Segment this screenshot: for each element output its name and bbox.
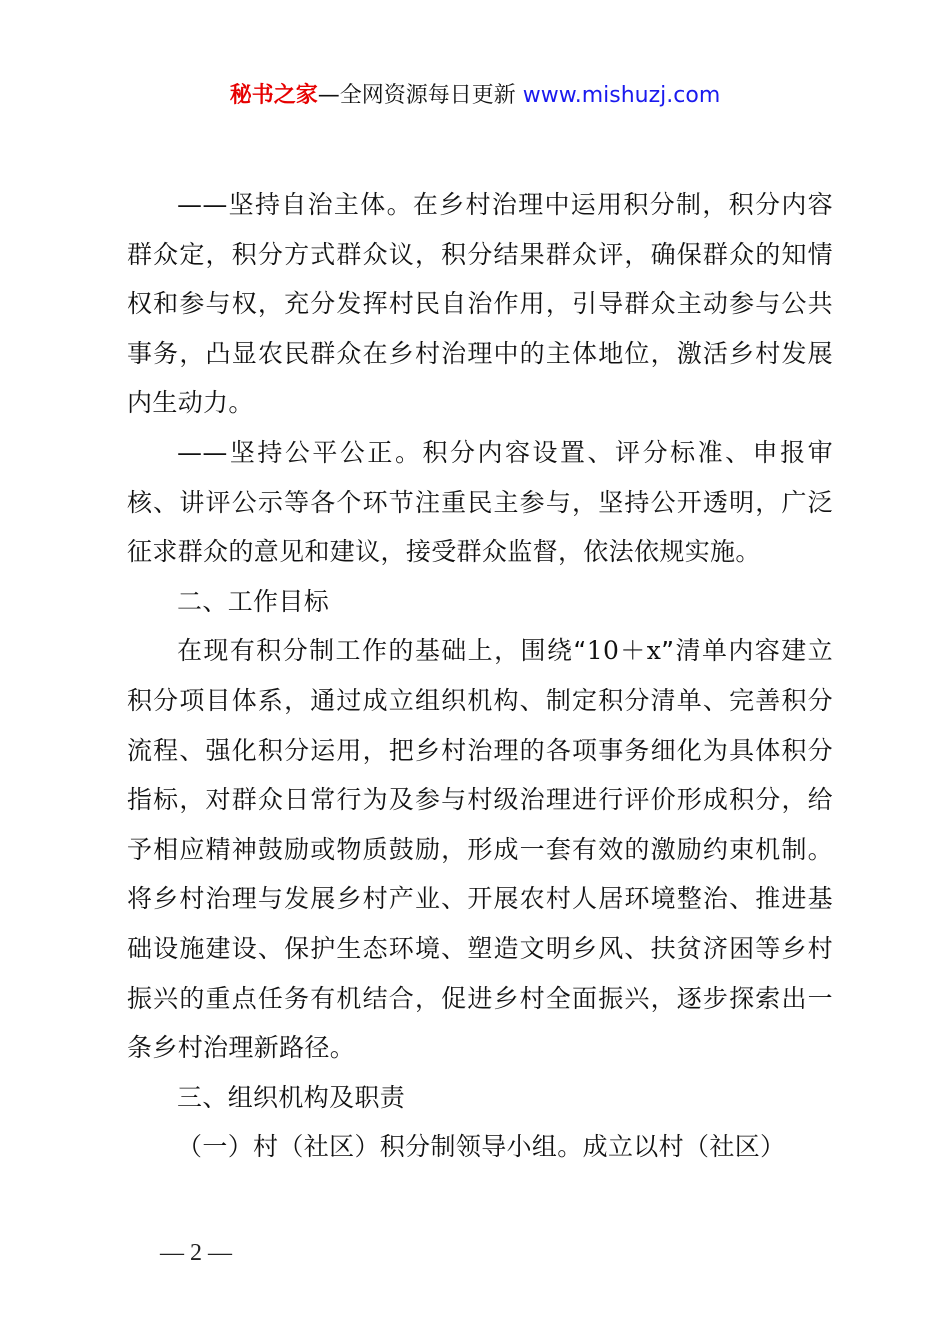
goal-text-after: ”清单内容建立积分项目体系，通过成立组织机构、制定积分清单、完善积分流程、强化积分运用，把乡村治理的各项事务细化为具体积分指标，对群众日常行为及参与村级治理进行评价形成积分，给予相应精神鼓励或物质鼓励，形成一套有效的激励约束机制。将乡村治理与发展乡村产业、开展农村人居环境整治、推进基础设施建设、保护生态环境、塑造文明乡风、扶贫济困等乡村振兴的重点任务有机结合，促进乡村全面振兴，逐步探索出一条乡村治理新路径。 — [127, 636, 834, 1063]
paragraph-work-goals — [127, 626, 833, 1072]
paragraph-self-governance: ——坚持自治主体。在乡村治理中运用积分制，积分内容群众定，积分方式群众议，积分结果群众评，确保群众的知情权和参与权，充分发挥村民自治作用，引导群众主动参与公共事务，凸显农民群众在乡村治理中的主体地位，激活乡村发展内生动力。 — [127, 190, 833, 418]
paragraph-fairness: ——坚持公平公正。积分内容设置、评分标准、申报审核、讲评公示等各个环节注重民主参与，坚持公开透明，广泛征求群众的意见和建议，接受群众监督，依法依规实施。 — [127, 437, 833, 567]
site-header — [0, 80, 950, 112]
site-url-link[interactable]: www.mishuzj.com — [522, 83, 721, 108]
site-tagline: —全网资源每日更新 — [317, 83, 516, 108]
document-body — [127, 180, 833, 1172]
section-heading-goals: 二、工作目标 — [177, 586, 330, 616]
section-heading-organization: 三、组织机构及职责 — [177, 1082, 406, 1112]
goal-text-before: 在现有积分制工作的基础上，围绕“ — [177, 636, 587, 666]
goal-code: 10＋x — [586, 636, 662, 666]
site-brand: 秘书之家 — [229, 83, 318, 108]
page-number: — 2 — — [160, 1240, 232, 1266]
paragraph-leading-group: （一）村（社区）积分制领导小组。成立以村（社区） — [177, 1132, 786, 1162]
